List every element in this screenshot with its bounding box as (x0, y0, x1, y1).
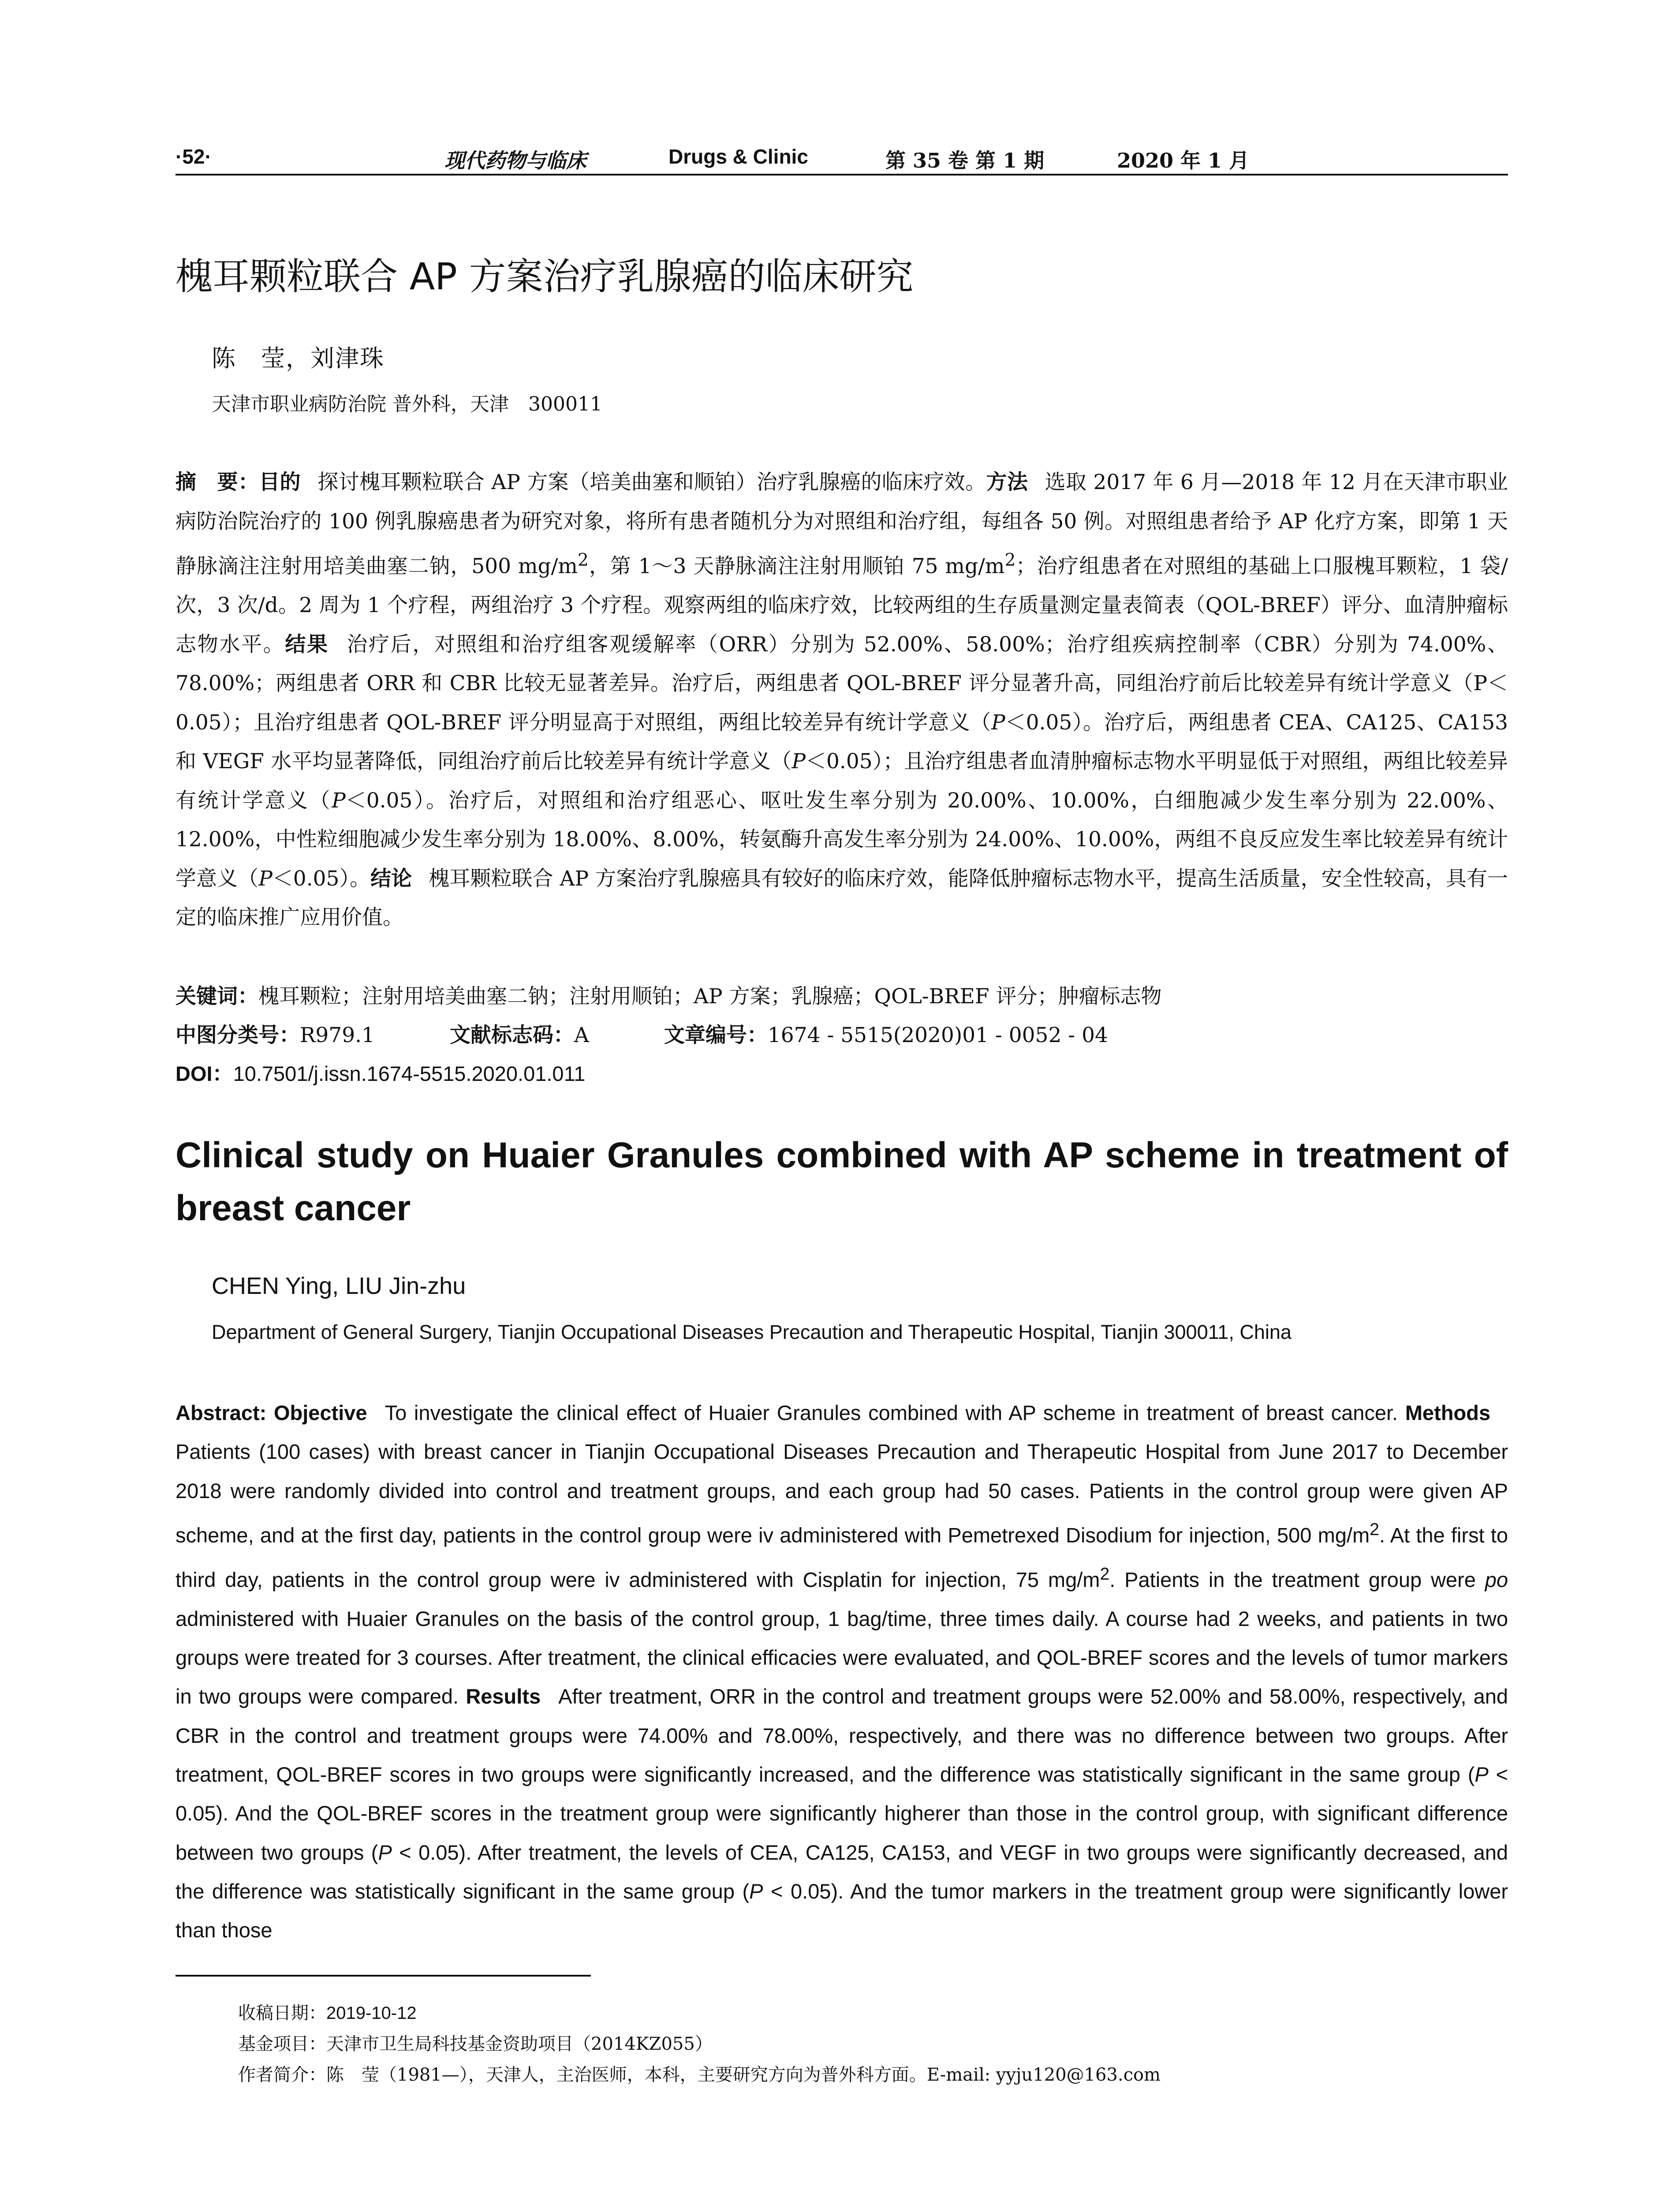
footnotes (238, 1998, 1508, 2090)
conclusion-text-cn: 槐耳颗粒联合 AP 方案治疗乳腺癌具有较好的临床疗效，能降低肿瘤标志物水平，提高生活质量，安全性较高，具有一定的临床推广应用价值。 (175, 866, 1508, 930)
authors-en: CHEN Ying, LIU Jin-zhu (212, 1273, 466, 1299)
doi-label: DOI： (175, 1062, 233, 1085)
p-symbol: P (258, 866, 273, 891)
abstract-en (175, 1394, 1508, 1950)
superscript: 2 (1004, 550, 1016, 570)
doi-row (175, 1058, 1508, 1087)
doi-value: 10.7501/j.issn.1674-5515.2020.01.011 (233, 1062, 586, 1085)
clc-value: R979.1 (300, 1023, 375, 1047)
doccode-value: A (574, 1023, 589, 1047)
issue-date: 2020 年 1 月 (1117, 149, 1250, 172)
objective-label-cn: 目的 (259, 470, 301, 494)
received-value: 2019-10-12 (326, 2003, 417, 2023)
affiliation-cn: 天津市职业病防治院 普外科，天津 300011 (212, 393, 602, 415)
p-symbol: P (332, 788, 346, 813)
objective-text-cn: 探讨槐耳颗粒联合 AP 方案（培美曲塞和顺铂）治疗乳腺癌的临床疗效。 (317, 470, 986, 494)
results-label-en: Results (466, 1685, 541, 1708)
methods-label-cn: 方法 (986, 470, 1028, 494)
results-text-cn-5: ＜0.05）。 (272, 866, 371, 891)
abstract-label-cn: 摘 要： (175, 470, 259, 494)
fund-project (238, 2029, 1508, 2059)
results-text-en-3: < 0.05). After treatment, the levels of CEA, CA125, CA153, and VEGF in two groups were significantly decreased, and the difference was statistically significant in the same group ( (175, 1840, 1508, 1903)
methods-label-en: Methods (1405, 1401, 1490, 1424)
journal-name-cn: 现代药物与临床 (444, 149, 586, 172)
methods-text-cn-2: ，第 1～3 天静脉滴注注射用顺铂 75 mg/m (588, 554, 1005, 579)
results-text-en-2: < 0.05). And the QOL-BREF scores in the treatment group were significantly higherer than those in the control group, with significant difference between two groups ( (175, 1762, 1508, 1864)
results-text-cn-2: ＜0.05）。治疗后，两组患者 CEA、CA125、CA153 和 VEGF 水平均显著降低，同组治疗前后比较差异有统计学意义（ (175, 710, 1508, 774)
results-text-en-4: < 0.05). And the tumor markers in the treatment group were significantly lower than those (175, 1879, 1508, 1942)
affiliation-en: Department of General Surgery, Tianjin Occupational Diseases Precaution and Therapeutic Hospital, Tianjin 300011, China (212, 1321, 1292, 1343)
abstract-cn (175, 463, 1508, 938)
methods-text-en-4: administered with Huaier Granules on the basis of the control group, 1 bag/time, three times daily. A course had 2 weeks, and patients in two groups were treated for 3 courses. After treatment, the clinical efficacies were evaluated, and QOL-BREF scores and the levels of tumor markers in two groups were compared. (175, 1607, 1508, 1708)
journal-name-en: Drugs & Clinic (668, 145, 808, 168)
p-symbol: P (791, 749, 806, 774)
volume-issue: 第 35 卷 第 1 期 (885, 149, 1045, 172)
po-term: po (1485, 1568, 1508, 1592)
p-symbol: P (991, 710, 1005, 735)
methods-text-en-3: . Patients in the treatment group were (1109, 1568, 1476, 1592)
clc-label: 中图分类号： (175, 1023, 300, 1047)
author-bio-value: 陈 莹（1981—），天津人，主治医师，本科，主要研究方向为普外科方面。E-mail: yyju120@163.com (326, 2065, 1161, 2085)
superscript: 2 (1100, 1564, 1110, 1584)
keywords-label: 关键词： (175, 984, 258, 1009)
superscript: 2 (1370, 1520, 1379, 1539)
results-text-en-1: After treatment, ORR in the control and treatment groups were 52.00% and 58.00%, respectively, and CBR in the control and treatment groups were 74.00% and 78.00%, respectively, and there was no difference between two groups. After treatment, QOL-BREF scores in two groups were significantly increased, and the difference was statistically significant in the same group ( (175, 1685, 1508, 1786)
articleno-value: 1674 - 5515(2020)01 - 0052 - 04 (767, 1023, 1108, 1047)
conclusion-label-cn: 结论 (370, 866, 412, 891)
superscript: 2 (578, 550, 589, 570)
results-label-cn: 结果 (285, 632, 329, 657)
page-number: ·52· (175, 145, 212, 168)
received-date (238, 1998, 1508, 2029)
methods-text-en-2: . At the first to third day, patients in the control group were iv administered with Cisplatin for injection, 75 mg/m (175, 1523, 1508, 1592)
keywords-cn (175, 980, 1508, 1009)
received-label: 收稿日期： (238, 2003, 326, 2023)
p-symbol: P (749, 1879, 763, 1903)
p-symbol: P (1475, 1762, 1489, 1786)
classification-row (175, 1019, 1508, 1048)
keywords-text: 槐耳颗粒；注射用培美曲塞二钠；注射用顺铂；AP 方案；乳腺癌；QOL-BREF 评分；肿瘤标志物 (258, 984, 1162, 1009)
methods-text-en-1: Patients (100 cases) with breast cancer in Tianjin Occupational Diseases Precaution and Therapeutic Hospital from June 2017 to December 2018 were randomly divided into control and treatment groups, and each group had 50 cases. Patients in the control group were given AP scheme, and at the first day, patients in the control group were iv administered with Pemetrexed Disodium for injection, 500 mg/m (175, 1440, 1508, 1547)
objective-text-en: To investigate the clinical effect of Huaier Granules combined with AP scheme in treatment of breast cancer. (385, 1401, 1398, 1424)
abstract-label-en: Abstract: Objective (175, 1401, 367, 1424)
methods-text-cn-3: ；治疗组患者在对照组的基础上口服槐耳颗粒，1 袋/次，3 次/d。2 周为 1 个疗程，两组治疗 3 个疗程。观察两组的临床疗效，比较两组的生存质量测定量表简表（QOL-BREF）评分、血清肿瘤标志物水平。 (175, 554, 1508, 657)
fund-label: 基金项目： (238, 2034, 326, 2054)
article-title-en: Clinical study on Huaier Granules combined with AP scheme in treatment of breast cancer (175, 1135, 1508, 1228)
results-text-cn-3: ＜0.05）；且治疗组患者血清肿瘤标志物水平明显低于对照组，两组比较差异有统计学意义（ (175, 749, 1508, 813)
footnote-divider (175, 1975, 591, 1977)
fund-value: 天津市卫生局科技基金资助项目（2014KZ055） (326, 2034, 713, 2054)
methods-text-cn-1: 选取 2017 年 6 月—2018 年 12 月在天津市职业病防治院治疗的 100 例乳腺癌患者为研究对象，将所有患者随机分为对照组和治疗组，每组各 50 例。对照组患者给予 AP 化疗方案，即第 1 天静脉滴注注射用培美曲塞二钠，500 mg/m (175, 470, 1508, 579)
author-bio (238, 2059, 1508, 2090)
results-text-cn-4: ＜0.05）。治疗后，对照组和治疗组恶心、呕吐发生率分别为 20.00%、10.00%，白细胞减少发生率分别为 22.00%、12.00%，中性粒细胞减少发生率分别为 18.00%、8.00%，转氨酶升高发生率分别为 24.00%、10.00%，两组不良反应发生率比较差异有统计学意义（ (175, 788, 1508, 891)
article-title-cn: 槐耳颗粒联合 AP 方案治疗乳腺癌的临床研究 (175, 255, 914, 298)
running-header (175, 142, 1508, 176)
author-bio-label: 作者简介： (238, 2065, 326, 2085)
results-text-cn-1: 治疗后，对照组和治疗组客观缓解率（ORR）分别为 52.00%、58.00%；治疗组疾病控制率（CBR）分别为 74.00%、78.00%；两组患者 ORR 和 CBR 比较无显著差异。治疗后，两组患者 QOL-BREF 评分显著升高，同组治疗前后比较差异有统计学意义（P＜0.05）；且治疗组患者 QOL-BREF 评分明显高于对照组，两组比较差异有统计学意义（ (175, 632, 1508, 735)
articleno-label: 文章编号： (664, 1023, 768, 1047)
p-symbol: P (378, 1840, 392, 1864)
doccode-label: 文献标志码： (449, 1023, 574, 1047)
authors-cn: 陈 莹，刘津珠 (212, 344, 385, 372)
